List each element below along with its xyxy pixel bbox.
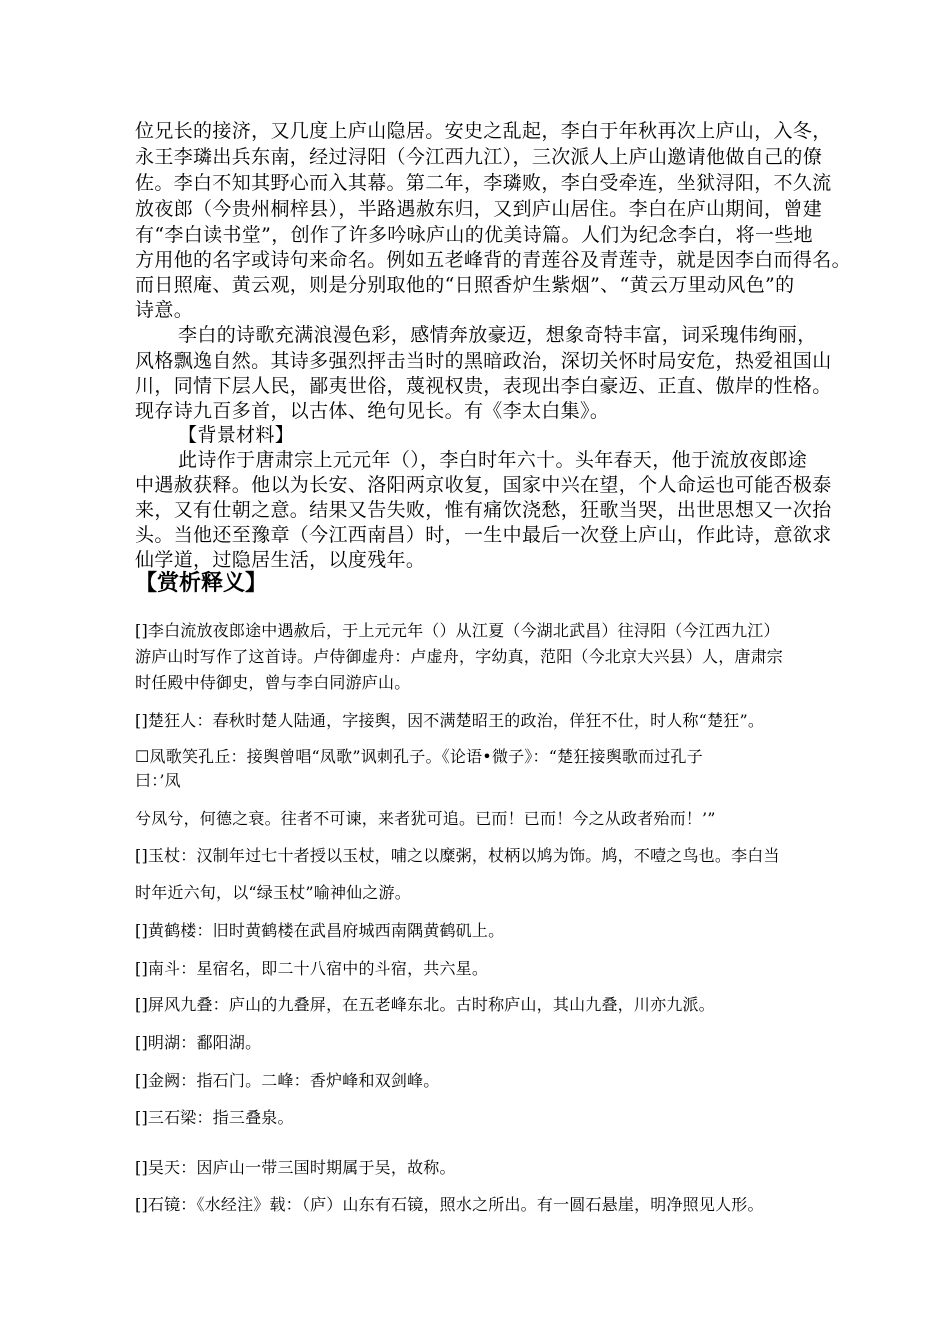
- style-line: 风格飘逸自然。其诗多强烈抨击当时的黑暗政治，深切关怀时局安危，热爱祖国山: [135, 350, 832, 372]
- note-line: []金阙：指石门。二峰：香炉峰和双剑峰。: [135, 1071, 440, 1090]
- note-line: []南斗：星宿名，即二十八宿中的斗宿，共六星。: [135, 959, 489, 978]
- style-line: 现存诗九百多首，以古体、绝句见长。有《李太白集》。: [135, 400, 610, 422]
- note-line: 曰：’凤: [135, 771, 181, 790]
- note-line: []三石梁：指三叠泉。: [135, 1108, 294, 1127]
- background-line: 头。当他还至豫章（今江西南昌）时，一生中最后一次登上庐山，作此诗，意欲求: [135, 524, 832, 546]
- note-line: []吴天：因庐山一带三国时期属于吴，故称。: [135, 1158, 456, 1177]
- style-line: 李白的诗歌充满浪漫色彩，感情奔放豪迈，想象奇特丰富，词采瑰伟绚丽，: [178, 324, 817, 346]
- intro-line: 佐。李白不知其野心而入其幕。第二年，李璘败，李白受牵连，坐狱浔阳，不久流: [135, 172, 832, 194]
- note-line: ☐凤歌笑孔丘：接舆曾唱“凤歌”讽刺孔子。《论语•微子》：“楚狂接舆歌而过孔子: [135, 747, 703, 766]
- intro-line: 而日照庵、黄云观，则是分别取他的“日照香炉生紫烟”、“黄云万里动风色”的: [135, 274, 795, 296]
- intro-line: 有“李白读书堂”，创作了许多吟咏庐山的优美诗篇。人们为纪念李白，将一些地: [135, 224, 814, 246]
- note-line: []明湖：鄱阳湖。: [135, 1033, 262, 1052]
- background-heading: 【背景材料】: [178, 424, 295, 446]
- note-line: []石镜：《水经注》载：（庐）山东有石镜，照水之所出。有一圆石悬崖，明净照见人形。: [135, 1195, 764, 1214]
- intro-line: 诗意。: [135, 299, 194, 321]
- background-line: 来，又有仕朝之意。结果又告失败，惟有痛饮浇愁，狂歌当哭，出世思想又一次抬: [135, 499, 832, 521]
- background-line: 仙学道，过隐居生活，以度残年。: [135, 549, 426, 571]
- intro-line: 永王李璘出兵东南，经过浔阳（今江西九江），三次派人上庐山邀请他做自己的僚: [135, 146, 823, 168]
- note-line: []屏风九叠：庐山的九叠屏，在五老峰东北。古时称庐山，其山九叠，川亦九派。: [135, 995, 715, 1014]
- intro-line: 位兄长的接济，又几度上庐山隐居。安史之乱起，李白于年秋再次上庐山，入冬，: [135, 120, 832, 142]
- background-line: 中遇赦获释。他以为长安、洛阳两京收复，国家中兴在望，个人命运也可能否极泰: [135, 474, 832, 496]
- note-line: 时年近六旬，以“绿玉杖”喻神仙之游。: [135, 883, 411, 902]
- note-line: []黄鹤楼：旧时黄鹤楼在武昌府城西南隅黄鹤矶上。: [135, 921, 505, 940]
- background-line: 此诗作于唐肃宗上元元年（），李白时年六十。头年春天，他于流放夜郎途: [178, 449, 808, 471]
- note-line: []楚狂人：春秋时楚人陆通，字接舆，因不满楚昭王的政治，佯狂不仕，时人称“楚狂”。: [135, 711, 765, 730]
- note-line: []玉杖：汉制年过七十者授以玉杖，哺之以糜粥，杖柄以鸠为饰。鸠，不噎之鸟也。李白当: [135, 846, 780, 865]
- section-heading: 【赏析释义】: [135, 571, 268, 596]
- note-line: 兮凤兮，何德之衰。往者不可谏，来者犹可追。已而！已而！今之从政者殆而！’”: [135, 809, 716, 828]
- intro-line: 方用他的名字或诗句来命名。例如五老峰背的青莲谷及青莲寺，就是因李白而得名。: [135, 249, 851, 271]
- intro-line: 放夜郎（今贵州桐梓县），半路遇赦东归，又到庐山居住。李白在庐山期间，曾建: [135, 198, 823, 220]
- style-line: 川，同情下层人民，鄙夷世俗，蔑视权贵，表现出李白豪迈、正直、傲岸的性格。: [135, 375, 832, 397]
- note-line: 时任殿中侍御史，曾与李白同游庐山。: [135, 673, 411, 692]
- note-line: 游庐山时写作了这首诗。卢侍御虚舟：卢虚舟，字幼真，范阳（今北京大兴县）人，唐肃宗: [135, 647, 784, 666]
- note-line: []李白流放夜郎途中遇赦后，于上元元年（）从江夏（今湖北武昌）往浔阳（今江西九江）: [135, 621, 780, 640]
